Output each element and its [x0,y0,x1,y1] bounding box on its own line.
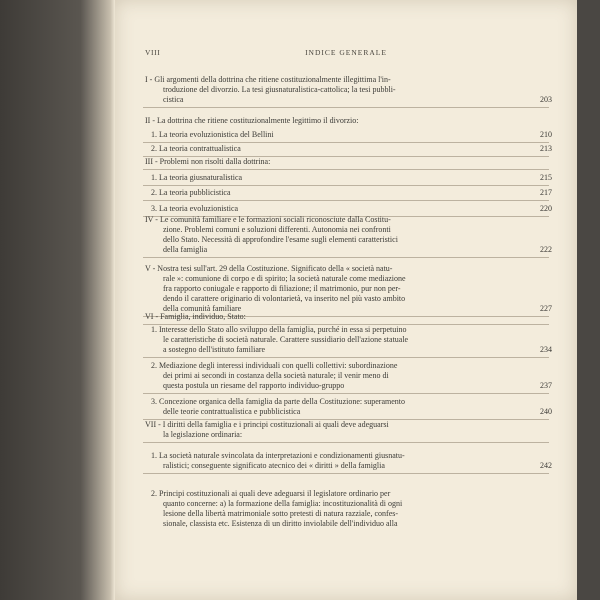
toc-page-number: 210 [540,130,552,139]
toc-entry-line: 1. La teoria evoluzionistica del Bellini [151,130,274,139]
toc-entry-line: 3. Concezione organica della famiglia da parte della Costituzione: superamento [151,397,405,406]
toc-divider [143,169,549,170]
toc-entry-line: V - Nostra tesi sull'art. 29 della Costituzione. Significato della « società natu- [145,264,393,273]
toc-entry-line: le caratteristiche di società naturale. Carattere sussidiario dell'azione statuale [163,335,409,344]
toc-divider [143,442,549,443]
toc-page-number: 213 [540,144,552,153]
toc-entry-line: 3. La teoria evoluzionistica [151,204,239,213]
toc-page-number: 217 [540,188,552,197]
toc-entry-line: I - Gli argomenti della dottrina che ritiene costituzionalmente illegittima l'in- [145,75,391,84]
toc-entry-line: VII - I diritti della famiglia e i principi costituzionali ai quali deve adeguarsi [145,420,389,429]
toc-entry-line: cistica [163,95,184,104]
toc-entry-line: delle teorie contrattualistica e pubblicistica [163,407,301,416]
toc-entry-line: 2. Principi costituzionali ai quali deve adeguarsi il legislatore ordinario per [151,489,391,498]
toc-entry-line: sionale, classista etc. Esistenza di un diritto inviolabile dell'individuo alla [163,519,398,528]
page-number: VIII [145,48,161,57]
toc-entry-line: 1. Interesse dello Stato allo sviluppo della famiglia, purché in essa si perpetuino [151,325,407,334]
toc-divider [143,357,549,358]
toc-entry-line: troduzione del divorzio. La tesi giusnaturalistica-cattolica; la tesi pubbli- [163,85,396,94]
toc-entry-line: lesione della libertà matrimoniale sotto pretesti di natura razziale, confes- [163,509,399,518]
toc-page-number: 242 [540,461,552,470]
toc-entry-line: fra rapporto coniugale e rapporto di filiazione; il matrimonio, pur non per- [163,284,401,293]
toc-page-number: 240 [540,407,552,416]
toc-entry-line: della famiglia [163,245,208,254]
toc-entry-line: la legislazione ordinaria: [163,430,243,439]
toc-entry-line: a sostegno dell'istituto familiare [163,345,266,354]
toc-page-number: 234 [540,345,552,354]
toc-entry-line: ralistici; conseguente significato atecnico dei « diritti » della famiglia [163,461,385,470]
toc-entry-line: II - La dottrina che ritiene costituzionalmente legittimo il divorzio: [145,116,359,125]
toc-page-number: 215 [540,173,552,182]
toc-page-number: 203 [540,95,552,104]
toc-entry-line: 1. La società naturale svincolata da interpretazioni e condizionamenti giusnatu- [151,451,405,460]
toc-divider [143,107,549,108]
toc-entry-line: quanto concerne: a) la formazione della famiglia: incostituzionalità di ogni [163,499,403,508]
toc-entry-line: zione. Problemi comuni e soluzioni differenti. Autonomia nei confronti [163,225,391,234]
toc-entry-line: dendo il carattere originario di volontarietà, va inserito nel più vasto ambito [163,294,406,303]
toc-entry-line: dello Stato. Necessità di approfondire l'esame sugli elementi caratteristici [163,235,398,244]
toc-page-number: 237 [540,381,552,390]
toc-entry-line: VI - Famiglia, individuo, Stato: [145,312,246,321]
toc-entry-line: rale »: comunione di corpo e di spirito; la società naturale come mediazione [163,274,406,283]
toc-entry-line: 2. La teoria contrattualistica [151,144,241,153]
book-spine-shadow [0,0,115,600]
toc-divider [143,393,549,394]
toc-entry-line: IV - Le comunità familiare e le formazioni sociali riconosciute dalla Costitu- [145,215,391,224]
toc-page-number: 227 [540,304,552,313]
toc-divider [143,257,549,258]
toc-entry-line: questa postula un riesame del rapporto individuo-gruppo [163,381,345,390]
running-title: INDICE GENERALE [305,48,387,57]
toc-divider [143,473,549,474]
toc-page-number: 220 [540,204,552,213]
toc-divider [143,142,549,143]
toc-divider [143,185,549,186]
toc-divider [143,200,549,201]
toc-entry-line: 1. La teoria giusnaturalistica [151,173,243,182]
book-page [115,0,577,600]
toc-entry-line: dei primi ai secondi in costanza della società naturale; il venir meno di [163,371,389,380]
toc-entry-line: 2. Mediazione degli interessi individuali con quelli collettivi: subordinazione [151,361,398,370]
toc-page-number: 222 [540,245,552,254]
toc-entry-line: della comunità familiare [163,304,242,313]
toc-entry-line: 2. La teoria pubblicistica [151,188,231,197]
toc-entry-line: III - Problemi non risolti dalla dottrina: [145,157,271,166]
